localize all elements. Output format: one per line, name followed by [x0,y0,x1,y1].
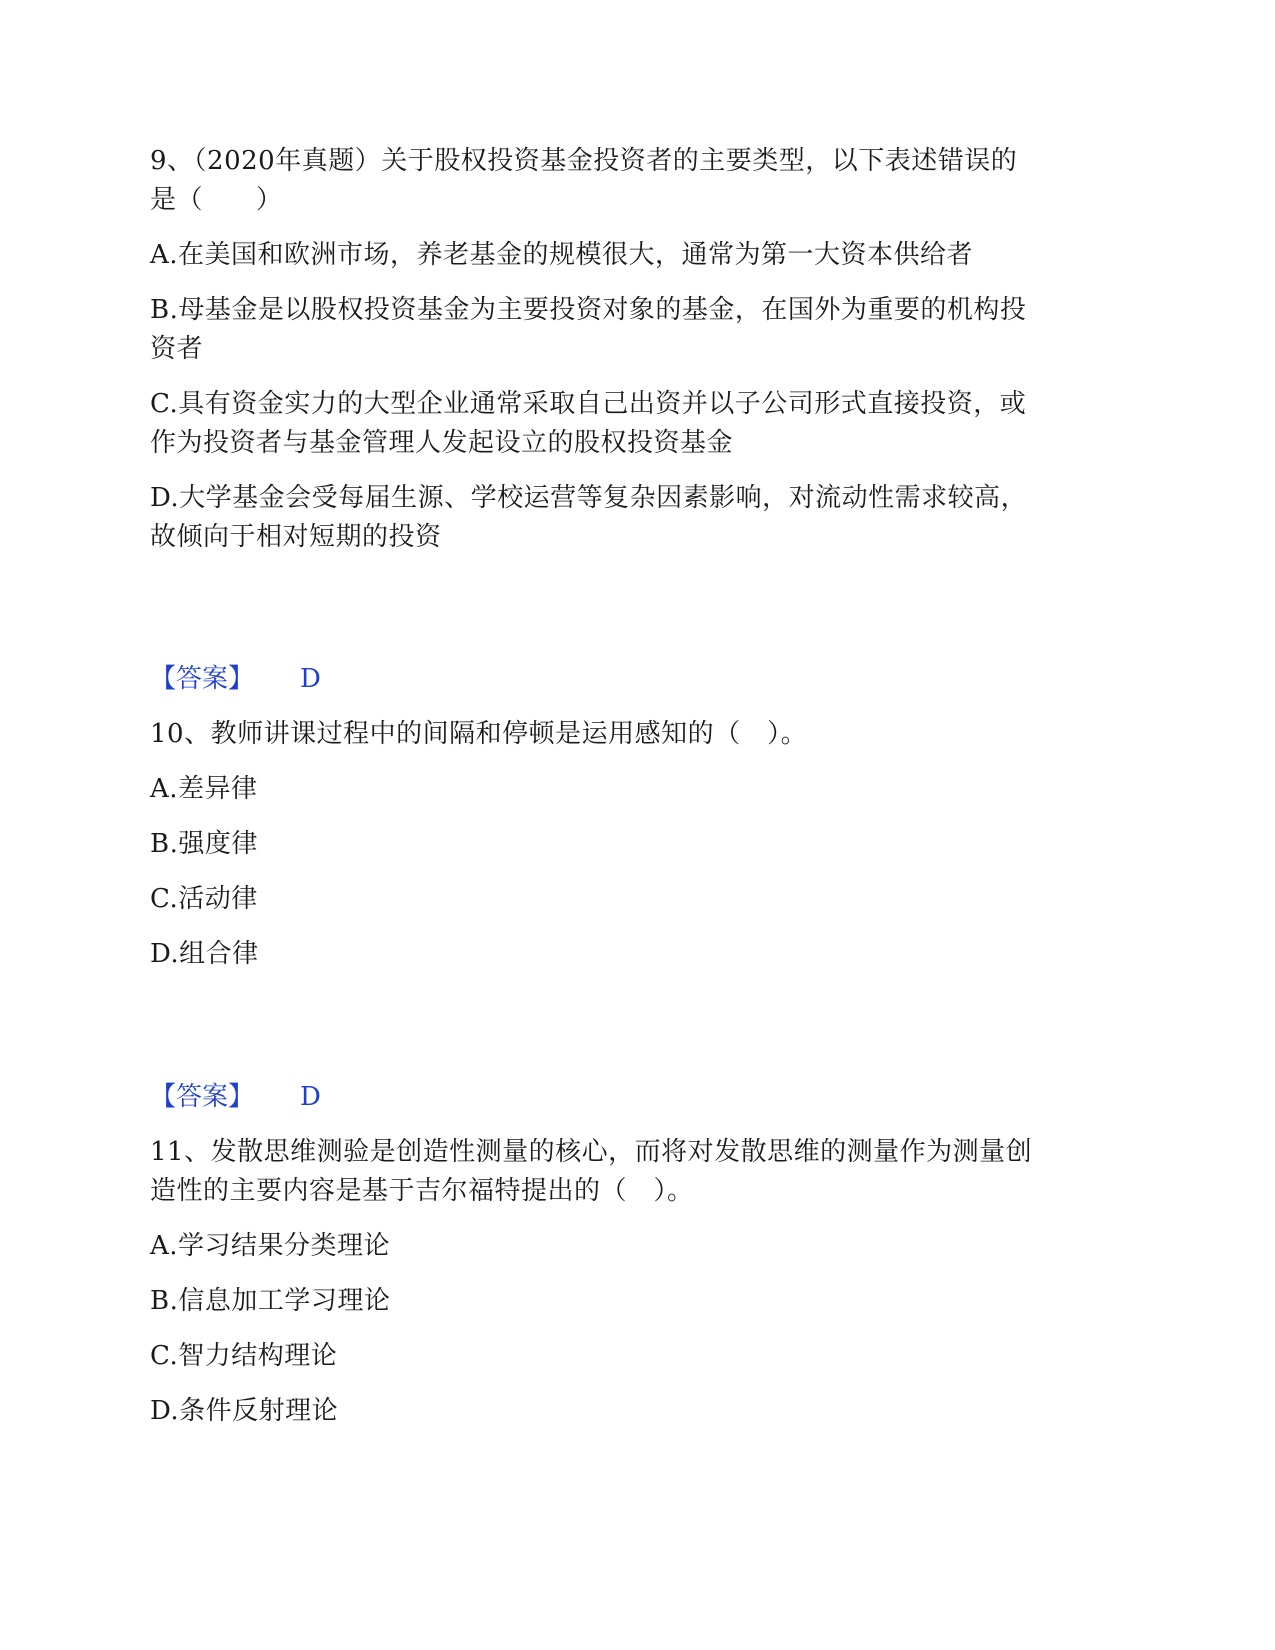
option-line: D.条件反射理论 [150,1396,339,1426]
option-line: C.活动律 [150,884,258,914]
stem-line: 9、（2020年真题）关于股权投资基金投资者的主要类型，以下表述错误的 [150,146,1018,176]
question-9 [150,142,1110,573]
answer-10 [150,1078,321,1117]
stem-line: 11、发散思维测验是创造性测量的核心，而将对发散思维的测量作为测量创 [150,1137,1033,1167]
answer-tag: 【答案】 [150,1082,255,1112]
option-line: 资者 [150,334,204,364]
option-b [150,1282,1110,1321]
option-line: B.母基金是以股权投资基金为主要投资对象的基金，在国外为重要的机构投 [150,295,1027,325]
option-line: A.在美国和欧洲市场，养老基金的规模很大，通常为第一大资本供给者 [150,240,974,270]
option-b [150,825,1110,864]
option-b [150,291,1110,369]
answer-tag: 【答案】 [150,664,255,694]
answer-value: D [300,664,321,694]
question-stem [150,1133,1110,1211]
option-d [150,935,1110,974]
answer-value: D [300,1082,321,1112]
option-line: A.差异律 [150,774,258,804]
option-c [150,385,1110,463]
option-line: B.强度律 [150,829,258,859]
option-line: D.组合律 [150,939,259,969]
option-a [150,236,1110,275]
question-11 [150,1133,1110,1447]
question-10 [150,715,1110,990]
stem-line: 10、教师讲课过程中的间隔和停顿是运用感知的（ ）。 [150,719,808,749]
stem-line: 造性的主要内容是基于吉尔福特提出的（ ）。 [150,1176,694,1206]
option-a [150,770,1110,809]
option-d [150,479,1110,557]
option-line: C.智力结构理论 [150,1341,338,1371]
option-line: 故倾向于相对短期的投资 [150,522,442,552]
question-stem [150,142,1110,220]
answer-9 [150,660,321,699]
option-line: A.学习结果分类理论 [150,1231,391,1261]
option-line: C.具有资金实力的大型企业通常采取自己出资并以子公司形式直接投资，或 [150,389,1027,419]
question-stem [150,715,1110,754]
option-line: B.信息加工学习理论 [150,1286,391,1316]
stem-line: 是（ ） [150,185,283,215]
option-a [150,1227,1110,1266]
option-line: 作为投资者与基金管理人发起设立的股权投资基金 [150,428,734,458]
option-line: D.大学基金会受每届生源、学校运营等复杂因素影响，对流动性需求较高， [150,483,1028,513]
option-c [150,1337,1110,1376]
option-c [150,880,1110,919]
option-d [150,1392,1110,1431]
